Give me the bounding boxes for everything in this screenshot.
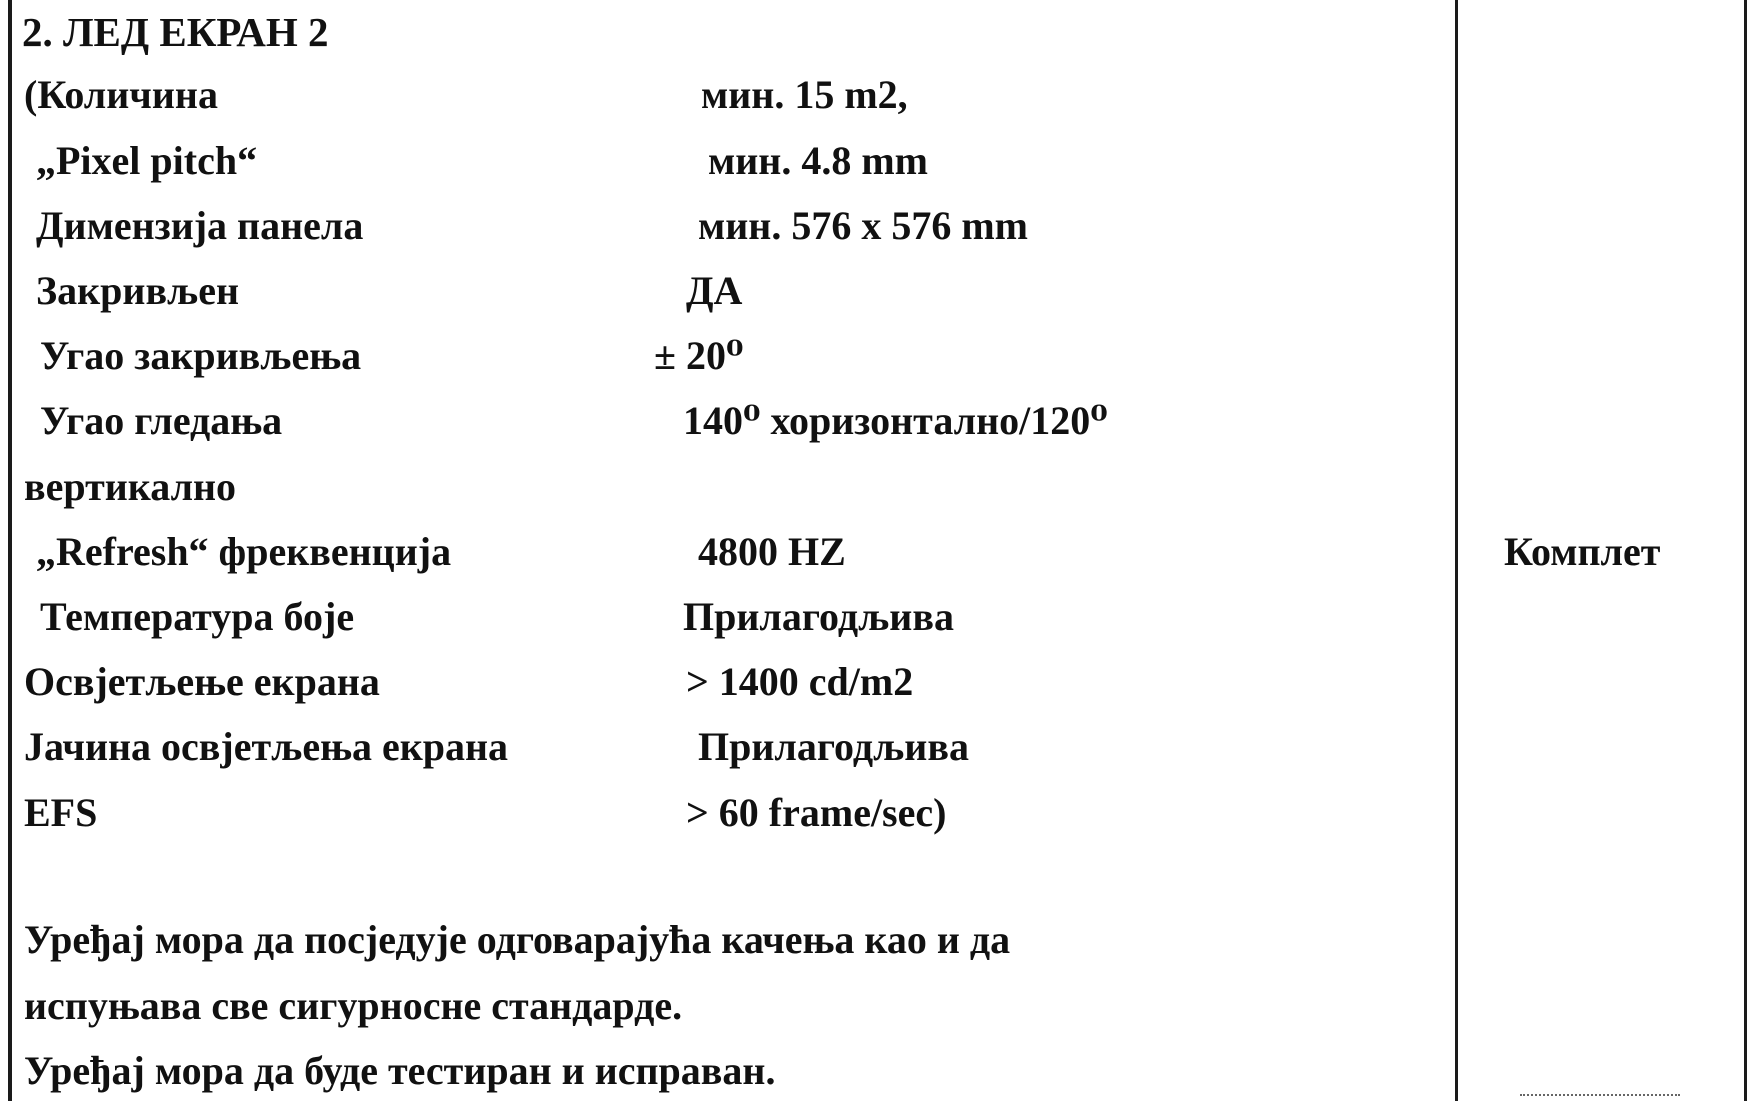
- spec-value: 140⁰ хоризонтално/120⁰: [683, 398, 1108, 443]
- spec-value: ДА: [686, 268, 743, 313]
- spec-value: мин. 576 x 576 mm: [698, 203, 1028, 248]
- spec-label: Угао гледања: [40, 398, 283, 443]
- unit-of-measure: Комплет: [1504, 529, 1661, 574]
- spec-label: Закривљен: [36, 268, 240, 313]
- spec-label: (Количина: [24, 72, 218, 117]
- spec-value: Прилагодљива: [683, 594, 954, 639]
- table-column-divider: [1455, 0, 1458, 1101]
- spec-value: > 60 frame/sec): [686, 790, 947, 835]
- requirement-note: Уређај мора да буде тестиран и исправан.: [24, 1048, 776, 1093]
- spec-label: Освјетљење екрана: [24, 659, 380, 704]
- spec-value: > 1400 cd/m2: [686, 659, 914, 704]
- spec-label: „Pixel pitch“: [36, 138, 258, 183]
- spec-label: Јачина освјетљења екрана: [24, 724, 509, 769]
- spec-value: ± 20⁰: [654, 333, 744, 378]
- requirement-note: испуњава све сигурносне стандарде.: [24, 983, 683, 1028]
- table-border-right: [1744, 0, 1747, 1101]
- spec-label: „Refresh“ фреквенција: [36, 529, 452, 574]
- table-border-left: [8, 0, 12, 1101]
- spec-label: Димензија панела: [36, 203, 364, 248]
- spec-label: Температура боје: [40, 594, 355, 639]
- spec-value: мин. 4.8 mm: [708, 138, 928, 183]
- scan-dotted-mark: [1520, 1094, 1680, 1096]
- spec-label: EFS: [24, 790, 98, 835]
- spec-value: Прилагодљива: [698, 724, 969, 769]
- spec-value: 4800 HZ: [698, 529, 846, 574]
- spec-label: Угао закривљења: [40, 333, 362, 378]
- requirement-note: Уређај мора да посједује одговарајућа качења као и да: [24, 917, 1011, 962]
- item-title: 2. ЛЕД ЕКРАН 2: [22, 9, 329, 55]
- spec-label: вертикално: [24, 464, 237, 509]
- spec-value: мин. 15 m2,: [701, 72, 908, 117]
